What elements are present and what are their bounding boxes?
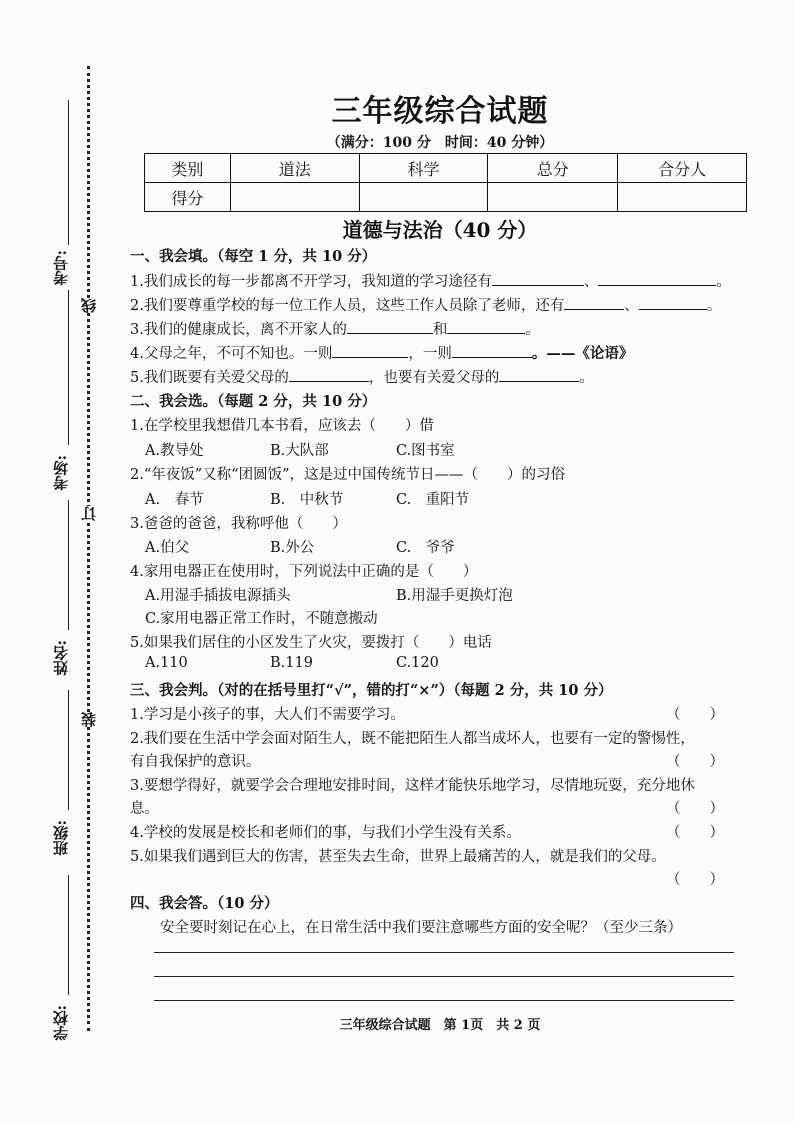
score-header-cell: 道法 — [230, 154, 359, 183]
choice-option[interactable]: A.110 — [145, 655, 188, 671]
exam-number-label: 考号: — [52, 250, 70, 286]
choice-option[interactable]: A.教导处 — [145, 443, 204, 459]
score-header-cell: 类别 — [145, 154, 231, 183]
choice-option[interactable]: A. 春节 — [145, 492, 204, 508]
fill-blank[interactable] — [332, 343, 408, 358]
choice-option[interactable]: A.伯父 — [145, 540, 190, 556]
fill-blank[interactable] — [447, 319, 525, 334]
binding-dotted-line — [87, 66, 90, 1031]
choice-question-2: 2.“年夜饭”又称“团圆饭”，这是过中国传统节日——（ ）的习俗 — [130, 467, 565, 483]
choice-option[interactable]: B.大队部 — [270, 443, 329, 459]
essay-question: 安全要时刻记在心上，在日常生活中我们要注意哪些方面的安全呢？（至少三条） — [160, 920, 682, 936]
name-field[interactable] — [68, 500, 69, 630]
score-row-label: 得分 — [145, 183, 231, 212]
fill-question-5: 5.我们既要有关爱父母的 ，也要有关爱父母的 。 — [130, 366, 594, 387]
answer-parentheses[interactable]: （ ） — [666, 872, 724, 888]
judge-question-2-line2: 有自我保护的意识。 — [130, 754, 261, 770]
class-label: 班级: — [52, 820, 70, 856]
fill-blank[interactable] — [452, 343, 532, 358]
answer-parentheses[interactable]: （ ） — [666, 801, 724, 817]
answer-line[interactable] — [154, 1000, 734, 1001]
part3-heading: 三、我会判。（对的在括号里打“√”，错的打“×”）（每题 2 分，共 10 分） — [130, 682, 613, 699]
score-cell-total[interactable] — [488, 183, 618, 212]
name-label: 姓名: — [52, 640, 70, 676]
judge-question-4: 4.学校的发展是校长和老师们的事，与我们小学生没有关系。 — [130, 825, 521, 841]
exam-subtitle: （满分：100 分 时间：40 分钟） — [326, 135, 554, 151]
judge-question-3-line2: 息。 — [130, 801, 159, 817]
judge-question-5: 5.如果我们遇到巨大的伤害，甚至失去生命，世界上最痛苦的人，就是我们的父母。 — [130, 849, 666, 865]
choice-option[interactable]: C.图书室 — [396, 443, 455, 459]
score-table-score-row — [145, 183, 747, 212]
section-title: 道德与法治（40 分） — [342, 218, 538, 242]
exam-title: 三年级综合试题 — [331, 94, 549, 129]
fill-question-4: 4.父母之年，不可不知也。一则 ，一则 。——《论语》 — [130, 345, 634, 362]
binding-mark-line: 线 — [80, 298, 98, 313]
exam-room-label: 考场: — [52, 455, 70, 491]
score-cell-morality[interactable] — [230, 183, 359, 212]
fill-blank[interactable] — [598, 271, 716, 286]
judge-question-2-line1: 2.我们要在生活中学会面对陌生人，既不能把陌生人都当成坏人，也要有一定的警惕性， — [130, 731, 695, 747]
score-cell-science[interactable] — [359, 183, 488, 212]
judge-question-1: 1.学习是小孩子的事，大人们不需要学习。 — [130, 707, 405, 723]
choice-option[interactable]: C. 重阳节 — [396, 492, 470, 508]
choice-option[interactable]: B.119 — [270, 655, 313, 671]
score-cell-grader[interactable] — [618, 183, 747, 212]
choice-question-1: 1.在学校里我想借几本书看，应该去（ ）借 — [130, 418, 434, 434]
choice-option[interactable]: B. 中秋节 — [270, 492, 344, 508]
choice-option[interactable]: A.用湿手插拔电源插头 — [145, 588, 291, 604]
choice-option[interactable]: C. 爷爷 — [396, 540, 455, 556]
choice-option[interactable]: B.外公 — [270, 540, 315, 556]
score-header-cell: 总分 — [488, 154, 618, 183]
fill-question-2: 2.我们要尊重学校的每一位工作人员，这些工作人员除了老师，还有 、 。 — [130, 294, 721, 315]
answer-parentheses[interactable]: （ ） — [666, 754, 724, 770]
answer-parentheses[interactable]: （ ） — [666, 707, 724, 723]
binding-mark-staple: 订 — [80, 506, 98, 521]
score-header-cell: 合分人 — [618, 154, 747, 183]
choice-question-4: 4.家用电器正在使用时，下列说法中正确的是（ ） — [130, 564, 478, 580]
answer-line[interactable] — [154, 952, 734, 953]
fill-question-1: 1.我们成长的每一步都离不开学习，我知道的学习途径有 、 。 — [130, 270, 731, 291]
score-header-cell: 科学 — [359, 154, 488, 183]
fill-blank[interactable] — [492, 271, 584, 286]
school-label: 学校: — [52, 1005, 70, 1041]
choice-question-5: 5.如果我们居住的小区发生了火灾，要拨打（ ）电话 — [130, 635, 492, 651]
answer-parentheses[interactable]: （ ） — [666, 825, 724, 841]
choice-option[interactable]: C.家用电器正常工作时，不随意搬动 — [145, 611, 378, 627]
fill-blank[interactable] — [639, 295, 707, 310]
fill-blank[interactable] — [564, 295, 624, 310]
part2-heading: 二、我会选。（每题 2 分，共 10 分） — [130, 393, 377, 410]
part4-heading: 四、我会答。（10 分） — [130, 895, 279, 912]
part1-heading: 一、我会填。（每空 1 分，共 10 分） — [130, 248, 377, 265]
fill-blank[interactable] — [289, 367, 369, 382]
class-field[interactable] — [68, 690, 69, 810]
judge-question-3-line1: 3.要想学得好，就要学会合理地安排时间，这样才能快乐地学习，尽情地玩耍，充分地休 — [130, 778, 695, 794]
score-table — [144, 153, 747, 212]
exam-room-field[interactable] — [68, 290, 69, 445]
binding-mark-bind: 装 — [80, 712, 98, 727]
choice-question-3: 3.爸爸的爸爸，我称呼他（ ） — [130, 516, 347, 532]
school-field[interactable] — [68, 875, 69, 995]
fill-question-3: 3.我们的健康成长，离不开家人的 和 。 — [130, 318, 540, 339]
fill-blank[interactable] — [347, 319, 433, 334]
score-table-header-row — [145, 154, 747, 183]
fill-blank[interactable] — [499, 367, 579, 382]
choice-option[interactable]: C.120 — [396, 655, 439, 671]
choice-option[interactable]: B.用湿手更换灯泡 — [396, 588, 513, 604]
page-footer: 三年级综合试题 第 1页 共 2 页 — [339, 1018, 541, 1033]
answer-line[interactable] — [154, 976, 734, 977]
